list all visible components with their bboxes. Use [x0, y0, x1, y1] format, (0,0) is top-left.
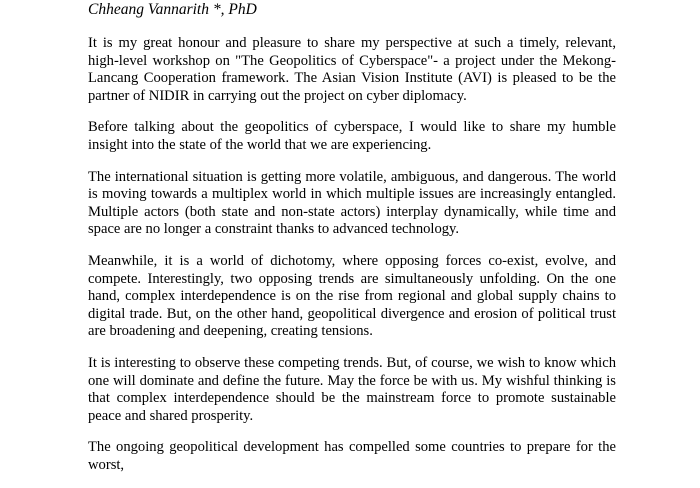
paragraph-competing-trends: It is interesting to observe these competing trends. But, of course, we wish to know which one will dominate and define the future. May the force be with us. My wishful thinking is that complex interdependence should be the mainstream force to promote sustainable peace and shared prosperity.: [88, 354, 616, 424]
paragraph-dichotomy: Meanwhile, it is a world of dichotomy, where opposing forces co-exist, evolve, and compete. Interestingly, two opposing trends are simultaneously unfolding. On the one hand, complex interdependence is on the rise from regional and global supply chains to digital trade. But, on the other hand, geopolitical divergence and erosion of political trust are broadening and deepening, creating tensions.: [88, 252, 616, 340]
paragraph-international-situation: The international situation is getting more volatile, ambiguous, and dangerous. The world is moving towards a multiplex world in which multiple issues are increasingly entangled. Multiple actors (both state and non-state actors) interplay dynamically, while time and space are no longer a constraint thanks to advanced technology.: [88, 168, 616, 238]
paragraph-state-of-world: Before talking about the geopolitics of cyberspace, I would like to share my humble insight into the state of the world that we are experiencing.: [88, 119, 616, 153]
paragraph-geopolitical-development: The ongoing geopolitical development has compelled some countries to prepare for the worst,: [88, 439, 616, 473]
paragraph-intro: It is my great honour and pleasure to share my perspective at such a timely, relevant, high-level workshop on "The Geopolitics of Cyberspace"- a project under the Mekong-Lancang Cooperation framework. The Asian Vision Institute (AVI) is pleased to be the partner of NIDIR in carrying out the project on cyber diplomacy.: [88, 35, 616, 104]
author-line: Chheang Vannarith *, PhD: [88, 1, 257, 18]
document-body: [88, 35, 616, 488]
